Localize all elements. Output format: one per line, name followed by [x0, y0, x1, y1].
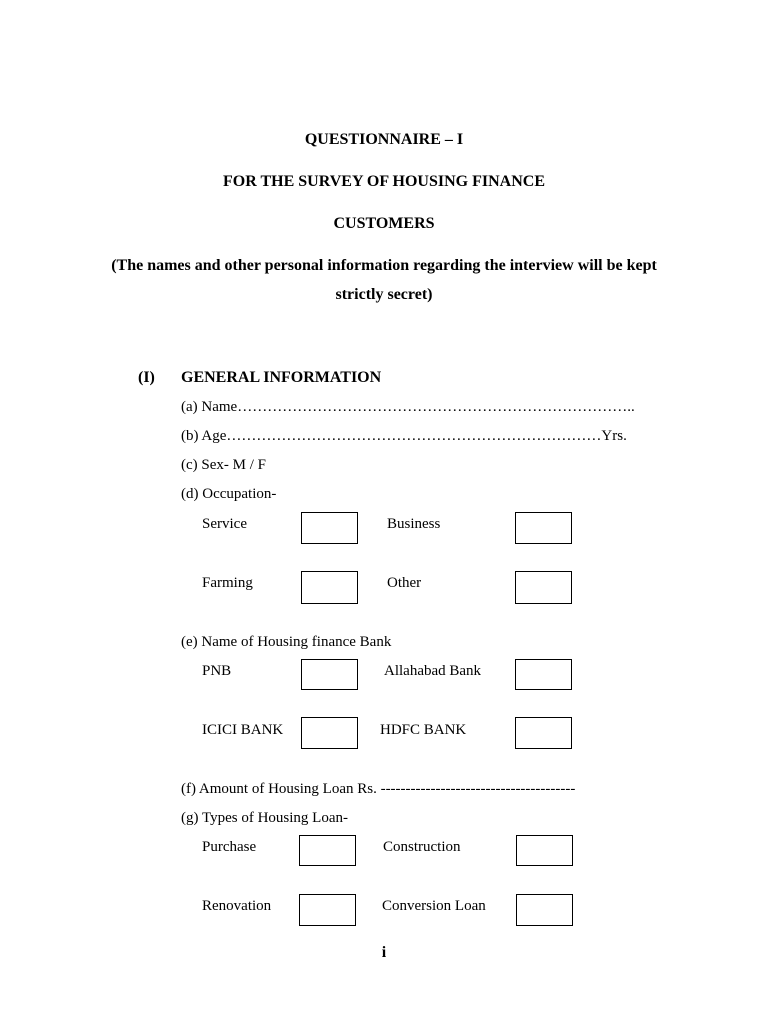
confidentiality-note-line2: strictly secret) — [335, 286, 433, 303]
section-number: (I) — [138, 369, 155, 386]
option-construction-label: Construction — [383, 839, 461, 855]
construction-checkbox[interactable] — [516, 835, 573, 866]
other-checkbox[interactable] — [515, 571, 572, 604]
confidentiality-note-line1: (The names and other personal information regarding the interview will be kept — [111, 257, 657, 274]
option-hdfc-label: HDFC BANK — [380, 722, 467, 738]
survey-subtitle-line2: CUSTOMERS — [333, 215, 435, 232]
name-field: (a) Name…………………………………………………………………….. — [181, 399, 635, 415]
renovation-checkbox[interactable] — [299, 894, 356, 926]
option-purchase-label: Purchase — [202, 839, 257, 855]
option-farming-label: Farming — [202, 575, 253, 591]
sex-field: (c) Sex- M / F — [181, 457, 266, 473]
business-checkbox[interactable] — [515, 512, 572, 544]
option-renovation-label: Renovation — [202, 898, 272, 914]
option-service-label: Service — [202, 516, 247, 532]
pnb-checkbox[interactable] — [301, 659, 358, 690]
page-number: i — [381, 944, 387, 961]
option-other-label: Other — [387, 575, 422, 591]
bank-field: (e) Name of Housing finance Bank — [181, 634, 392, 650]
icici-checkbox[interactable] — [301, 717, 358, 749]
questionnaire-title: QUESTIONNAIRE – I — [304, 131, 464, 148]
conversion-checkbox[interactable] — [516, 894, 573, 926]
loan-types-field: (g) Types of Housing Loan- — [181, 810, 348, 826]
survey-subtitle-line1: FOR THE SURVEY OF HOUSING FINANCE — [223, 173, 545, 190]
option-conversion-label: Conversion Loan — [382, 898, 486, 914]
section-heading: GENERAL INFORMATION — [181, 369, 382, 386]
service-checkbox[interactable] — [301, 512, 358, 544]
farming-checkbox[interactable] — [301, 571, 358, 604]
option-pnb-label: PNB — [202, 663, 232, 679]
option-allahabad-label: Allahabad Bank — [384, 663, 482, 679]
purchase-checkbox[interactable] — [299, 835, 356, 866]
age-field: (b) Age…………………………………………………………………Yrs. — [181, 428, 627, 444]
option-business-label: Business — [387, 516, 441, 532]
option-icici-label: ICICI BANK — [202, 722, 284, 738]
hdfc-checkbox[interactable] — [515, 717, 572, 749]
loan-amount-field: (f) Amount of Housing Loan Rs. --------------------------------------- — [181, 781, 576, 797]
occupation-field: (d) Occupation- — [181, 486, 277, 502]
allahabad-checkbox[interactable] — [515, 659, 572, 690]
